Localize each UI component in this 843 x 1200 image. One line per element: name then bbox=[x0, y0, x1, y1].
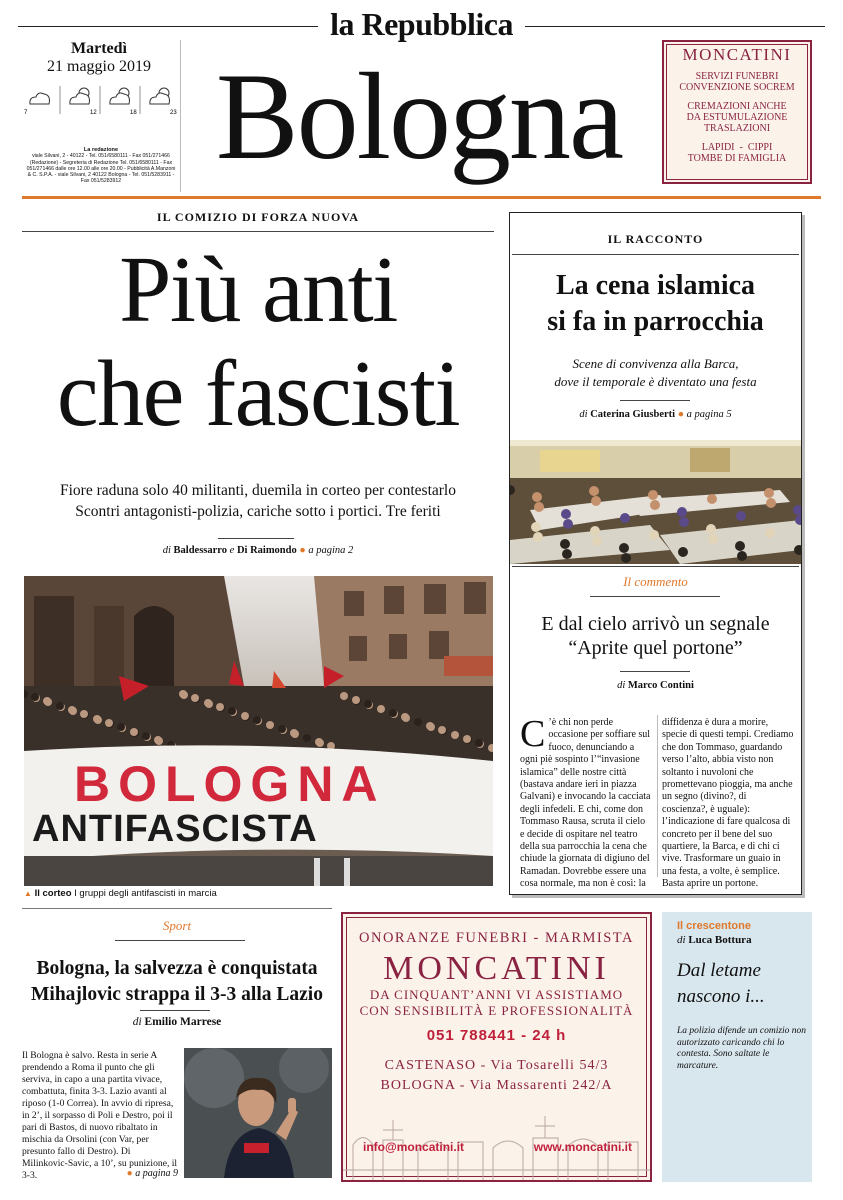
lead-author-2: Di Raimondo bbox=[236, 545, 297, 556]
lead-kicker: IL COMIZIO DI FORZA NUOVA bbox=[156, 210, 360, 224]
crescentone-body: La polizia difende un comizio non autorizzato caricando chi lo contesta. Sono saltate le marcature. bbox=[677, 1026, 807, 1071]
photo-banner-1: BOLOGNA bbox=[74, 756, 386, 812]
ad-top-name: MONCATINI bbox=[682, 45, 792, 64]
crescentone-headline[interactable]: Dal letame nascono i... bbox=[677, 960, 765, 1007]
racconto-page-ref: a pagina 5 bbox=[686, 409, 732, 420]
commento-col1-text: ’è chi non perde occasione per soffiare sul fuoco, denunciando a ogni piè sospinto l’“invasione islamica” delle nostre città (bastava andare ieri in piazza Galvani) e invocando la cacciata degli infedeli. E chi, come don Tommaso Rausa, scruta il cielo e decide di ospitare nel teatro della sua parrocchia la cena che chiude la giornata di digiuno del Ramadan. Dovrebbe essere una cosa normale, ma non è così: la bbox=[520, 717, 651, 890]
commento-dropcap: C bbox=[520, 713, 546, 755]
sun-cloud-icon bbox=[110, 88, 130, 104]
crescentone-author: Luca Bottura bbox=[688, 934, 752, 946]
lead-headline-line1: Più anti bbox=[119, 238, 397, 342]
sport-kicker: Sport bbox=[162, 918, 192, 933]
lead-summary-1: Fiore raduna solo 40 militanti, duemila in corteo per contestarlo bbox=[59, 482, 456, 499]
weather-strip bbox=[22, 84, 178, 122]
ad-bottom-phone: 051 788441 - 24 h bbox=[426, 1027, 567, 1044]
sport-headline-2: Mihajlovic strappa il 3-3 alla Lazio bbox=[31, 984, 323, 1005]
ad-top-line1: SERVIZI FUNEBRI bbox=[695, 71, 779, 82]
bullet-icon: ● bbox=[126, 1168, 133, 1179]
commento-headline-2: “Aprite quel portone” bbox=[568, 637, 743, 659]
date-box bbox=[20, 40, 178, 76]
byline-di: di bbox=[579, 409, 588, 420]
ad-bottom-email[interactable]: info@moncatini.it bbox=[363, 1140, 465, 1154]
ad-bottom-line1: ONORANZE FUNEBRI - MARMISTA bbox=[359, 930, 634, 946]
ad-top-line6: LAPIDI - CIPPI bbox=[701, 142, 773, 153]
redazione-text: viale Silvani, 2 - 40122 - Tel. 051/6580111 - Fax 051/271466 (Redazione) - Segreteria di Redazione Tel. 051/6580111 - Fax 051/271466 dalle ore 12.00 alle ore 20.00 - Pubblicità A.Manzoni & C. S.P.A. - viale Silvani, 2 40122 Bologna - Tel. 051/5283911 - Fax 051/5283912 bbox=[26, 153, 176, 185]
byline-e: e bbox=[229, 545, 235, 556]
bullet-icon: ● bbox=[299, 545, 306, 556]
sport-headline-1: Bologna, la salvezza è conquistata bbox=[36, 958, 318, 979]
caption-bold: Il corteo bbox=[34, 888, 72, 899]
crescentone-kicker: Il crescentone bbox=[677, 920, 751, 932]
sport-photo[interactable] bbox=[184, 1048, 332, 1178]
ad-bottom[interactable] bbox=[341, 912, 652, 1182]
lead-caption bbox=[24, 888, 217, 899]
edition-title: Bologna bbox=[215, 48, 623, 185]
ad-bottom-name: MONCATINI bbox=[383, 950, 610, 987]
commento-col-2: diffidenza è dura a morire, specie di questi tempi. Crediamo che don Tommaso, guardando verso l’alto, abbia visto non soltanto i nuvoloni che promettevano pioggia, ma anche un segno (divino?, di coscienza?, è uguale): l’indicazione di fare qualcosa di concreto per il bene del suo quartiere, la Barca, e di chi ci vive. Trasformare un guaio in una festa, a volte, è semplice. Basta aprire un portone. bbox=[662, 717, 794, 890]
lead-photo[interactable] bbox=[24, 576, 493, 886]
lead-summary bbox=[22, 480, 494, 522]
date-day: Martedì bbox=[71, 40, 127, 57]
sport-body: Il Bologna è salvo. Resta in serie A prendendo a Roma il punto che gli serviva, in capo a una partita vivace, combattuta, finita 3-3. Lazio avanti al riposo (1-0 Correa). In avvio di ripresa, in 2’, il sorpasso di Poli e Destro, poi il pari di Bastos, di nuovo ribaltato in mischia da Orsolini (con Var, per presunto fallo di Destro). Di Milinkovic-Savic, a 10’, su punizione, il 3-3. bbox=[22, 1050, 178, 1181]
triangle-icon: ▲ bbox=[24, 889, 32, 898]
sport-byline[interactable] bbox=[22, 1016, 332, 1028]
racconto-headline-1: La cena islamica bbox=[555, 270, 756, 301]
byline-di: di bbox=[617, 680, 626, 691]
racconto-kicker: IL RACCONTO bbox=[607, 232, 704, 246]
racconto-summary-1: Scene di convivenza alla Barca, bbox=[572, 356, 739, 371]
racconto-byline[interactable] bbox=[510, 409, 801, 420]
sport-author: Emilio Marrese bbox=[144, 1016, 222, 1028]
racconto-headline-2: si fa in parrocchia bbox=[547, 306, 764, 337]
lead-headline-line2: che fascisti bbox=[56, 342, 460, 446]
ad-top-line3: CREMAZIONI ANCHE bbox=[687, 101, 787, 112]
sport-page-ref[interactable] bbox=[22, 1168, 178, 1179]
lead-headline[interactable] bbox=[22, 238, 494, 446]
cloud-icon bbox=[30, 93, 50, 104]
ad-bottom-addr1: CASTENASO - Via Tosarelli 54/3 bbox=[384, 1058, 609, 1073]
commento-headline-1: E dal cielo arrivò un segnale bbox=[541, 613, 770, 635]
crescentone-byline[interactable] bbox=[677, 934, 752, 946]
ad-top[interactable] bbox=[662, 40, 812, 184]
bullet-icon: ● bbox=[677, 409, 685, 420]
ad-bottom-line3: CON SENSIBILITÀ E PROFESSIONALITÀ bbox=[359, 1003, 634, 1018]
photo-banner-2: ANTIFASCISTA bbox=[32, 808, 318, 850]
byline-di: di bbox=[677, 934, 686, 946]
commento-kicker: Il commento bbox=[623, 574, 688, 589]
ad-top-line4: DA ESTUMULAZIONE bbox=[686, 112, 788, 123]
dinner-photo[interactable] bbox=[510, 440, 801, 564]
sun-cloud-icon bbox=[70, 88, 90, 104]
ad-top-line5: TRASLAZIONI bbox=[703, 123, 771, 134]
racconto-headline[interactable] bbox=[510, 268, 801, 340]
lead-byline[interactable] bbox=[22, 545, 494, 556]
weather-temp: 12 bbox=[90, 110, 97, 116]
weather-temp: 23 bbox=[170, 110, 177, 116]
caption-text: I gruppi degli antifascisti in marcia bbox=[74, 888, 217, 899]
lead-page-ref: a pagina 2 bbox=[308, 545, 354, 556]
lead-summary-2: Scontri antagonisti-polizia, cariche sotto i portici. Tre feriti bbox=[75, 503, 441, 520]
ad-bottom-addr2: BOLOGNA - Via Massarenti 242/A bbox=[380, 1078, 613, 1093]
redazione-box bbox=[26, 147, 176, 185]
ad-top-line7: TOMBE DI FAMIGLIA bbox=[687, 153, 787, 164]
ad-top-line2: CONVENZIONE SOCREM bbox=[679, 82, 795, 93]
masthead-orange-rule bbox=[22, 196, 821, 199]
sport-headline[interactable] bbox=[22, 956, 332, 1008]
weather-temp: 7 bbox=[24, 110, 28, 116]
lead-author-1: Baldessarro bbox=[173, 545, 228, 556]
date-full: 21 maggio 2019 bbox=[47, 58, 151, 75]
racconto-summary-2: dove il temporale è diventato una festa bbox=[554, 374, 757, 389]
brand-logo: la Repubblica bbox=[330, 6, 513, 42]
commento-author: Marco Contini bbox=[627, 680, 694, 691]
sun-cloud-icon bbox=[150, 88, 170, 104]
weather-temp: 18 bbox=[130, 110, 137, 116]
byline-di: di bbox=[162, 545, 171, 556]
ad-bottom-web[interactable]: www.moncatini.it bbox=[533, 1140, 632, 1154]
ad-bottom-line2: DA CINQUANT’ANNI VI ASSISTIAMO bbox=[369, 987, 624, 1002]
redazione-title: La redazione bbox=[83, 147, 119, 153]
commento-byline[interactable] bbox=[510, 680, 801, 691]
racconto-summary bbox=[510, 355, 801, 391]
commento-col-1 bbox=[520, 713, 652, 891]
commento-headline[interactable] bbox=[510, 612, 801, 660]
racconto-author: Caterina Giusberti bbox=[590, 409, 676, 420]
byline-di: di bbox=[132, 1016, 142, 1028]
sport-page-text: a pagina 9 bbox=[135, 1168, 178, 1179]
